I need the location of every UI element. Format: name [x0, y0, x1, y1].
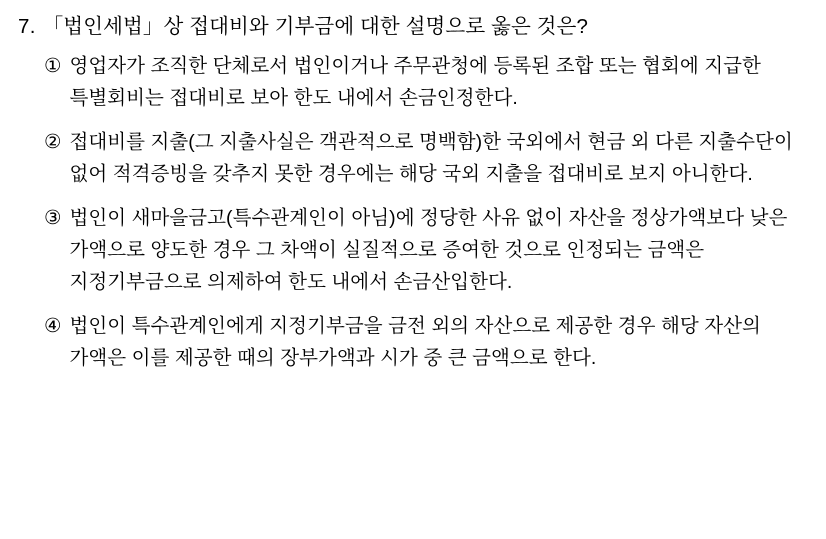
choice-marker-4: ④ — [44, 315, 62, 337]
choice-option-3[interactable] — [44, 202, 804, 298]
question-stem: 「법인세법」상 접대비와 기부금에 대한 설명으로 옳은 것은? — [42, 15, 588, 38]
choice-text-1: 영업자가 조직한 단체로서 법인이거나 주무관청에 등록된 조합 또는 협회에 지급한 특별회비는 접대비로 보아 한도 내에서 손금인정한다. — [69, 55, 761, 109]
choice-option-4[interactable] — [44, 310, 804, 374]
choice-marker-1: ① — [44, 55, 62, 77]
choice-text-3: 법인이 새마을금고(특수관계인이 아님)에 정당한 사유 없이 자산을 정상가액보다 낮은 가액으로 양도한 경우 그 차액이 실질적으로 증여한 것으로 인정되는 금액은 지정기부금으로 의제하여 한도 내에서 손금산입한다. — [69, 207, 788, 293]
choice-list — [18, 50, 804, 374]
choice-text-4: 법인이 특수관계인에게 지정기부금을 금전 외의 자산으로 제공한 경우 해당 자산의 가액은 이를 제공한 때의 장부가액과 시가 중 큰 금액으로 한다. — [69, 315, 761, 369]
choice-marker-3: ③ — [44, 207, 62, 229]
question-block — [18, 10, 804, 43]
choice-option-1[interactable] — [44, 50, 804, 114]
choice-option-2[interactable] — [44, 126, 804, 190]
question-number: 7. — [18, 15, 36, 38]
choice-marker-2: ② — [44, 131, 62, 153]
choice-text-2: 접대비를 지출(그 지출사실은 객관적으로 명백함)한 국외에서 현금 외 다른 지출수단이 없어 적격증빙을 갖추지 못한 경우에는 해당 국외 지출을 접대비로 보지 아니한다. — [69, 131, 793, 185]
